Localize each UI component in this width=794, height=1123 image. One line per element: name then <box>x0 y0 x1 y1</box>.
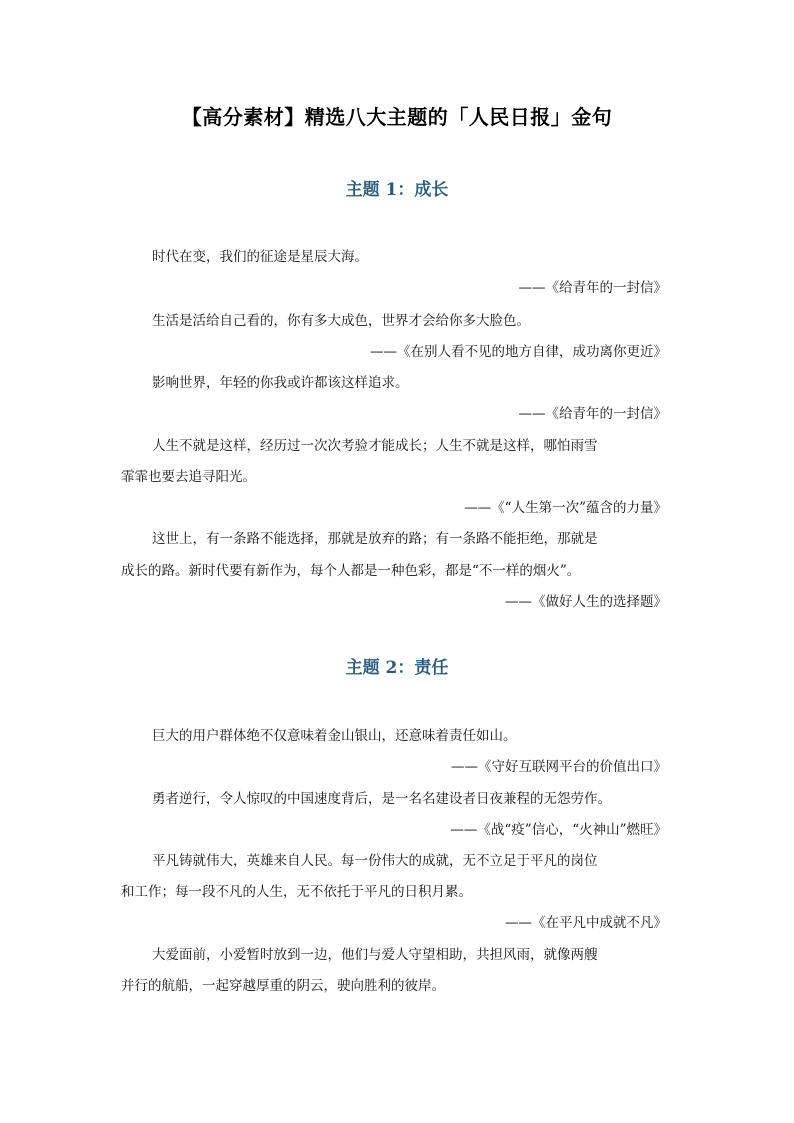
quote-line: 平凡铸就伟大，英雄来自人民。每一份伟大的成就，无不立足于平凡的岗位 <box>152 853 598 869</box>
quote-line: 人生不就是这样，经历过一次次考验才能成长；人生不就是这样，哪怕雨雪 <box>152 438 598 454</box>
section-heading-2: 主题 2：责任 <box>345 658 449 678</box>
quote-line: 这世上，有一条路不能选择，那就是放弃的路；有一条路不能拒绝，那就是 <box>152 531 598 547</box>
quote-line: 和工作；每一段不凡的人生，无不依托于平凡的日积月累。 <box>121 884 472 900</box>
quote-source: ——《给青年的一封信》 <box>518 406 667 422</box>
quote-source: ——《在别人看不见的地方自律，成功离你更近》 <box>370 344 667 360</box>
quote-source: ——《“人生第一次”蕴含的力量》 <box>464 500 667 516</box>
quote-source: ——《战“疫”信心，“火神山”燃旺》 <box>450 822 667 838</box>
quote-line: 大爱面前，小爱暂时放到一边，他们与爱人守望相助，共担风雨，就像两艘 <box>152 947 598 963</box>
quote-line: 时代在变，我们的征途是星辰大海。 <box>152 249 368 265</box>
quote-line: 勇者逆行，令人惊叹的中国速度背后，是一名名建设者日夜兼程的无怨劳作。 <box>152 791 611 807</box>
quote-line: 并行的航船，一起穿越厚重的阴云，驶向胜利的彼岸。 <box>121 978 445 994</box>
quote-source: ——《在平凡中成就不凡》 <box>505 915 667 931</box>
quote-line: 霏霏也要去追寻阳光。 <box>121 469 256 485</box>
quote-source: ——《守好互联网平台的价值出口》 <box>451 759 667 775</box>
quote-line: 影响世界，年轻的你我或许都该这样追求。 <box>152 375 409 391</box>
quote-line: 成长的路。新时代要有新作为，每个人都是一种色彩，都是“不一样的烟火”。 <box>121 563 581 579</box>
quote-source: ——《做好人生的选择题》 <box>505 594 667 610</box>
quote-line: 生活是活给自己看的，你有多大成色，世界才会给你多大脸色。 <box>152 313 530 329</box>
quote-source: ——《给青年的一封信》 <box>518 280 667 296</box>
quote-line: 巨大的用户群体绝不仅意味着金山银山，还意味着责任如山。 <box>152 728 517 744</box>
document-title: 【高分素材】精选八大主题的「人民日报」金句 <box>181 105 613 129</box>
section-heading-1: 主题 1：成长 <box>345 180 449 200</box>
